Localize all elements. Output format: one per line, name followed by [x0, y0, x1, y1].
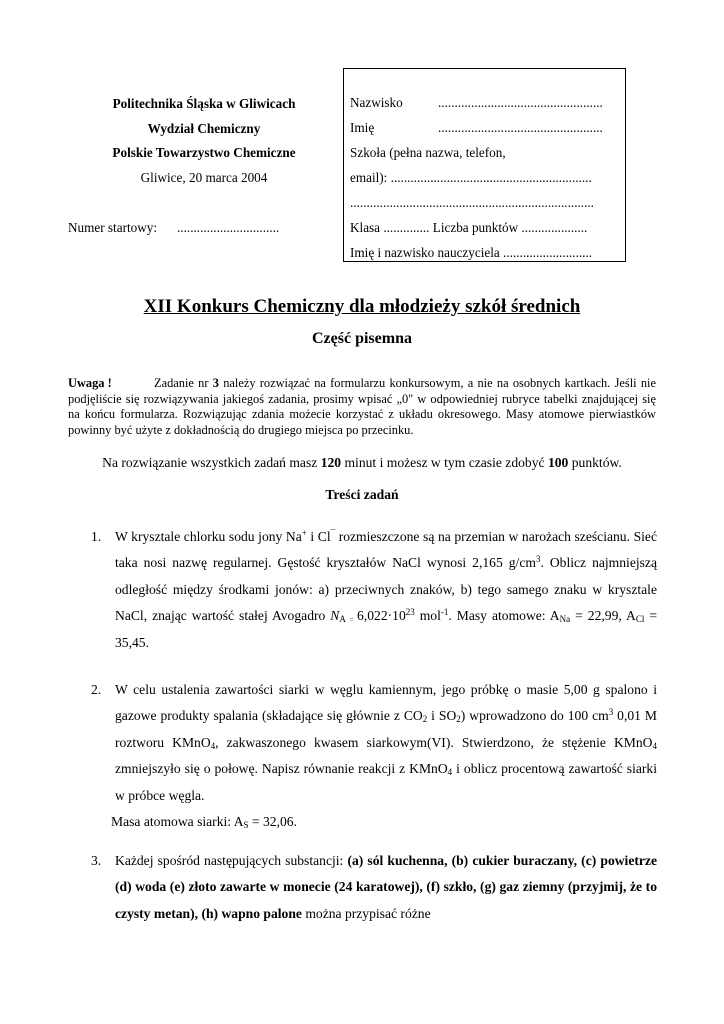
task-2 — [91, 677, 657, 835]
school-label: Szkoła (pełna nazwa, telefon, — [350, 145, 506, 160]
contest-subtitle: Część pisemna — [312, 330, 412, 347]
teacher-row[interactable]: Imię i nazwisko nauczyciela ........................... — [350, 245, 593, 260]
school-field-continuation[interactable]: .......................................................................... — [350, 195, 594, 210]
substances-list: (a) sól kuchenna, (b) cukier buraczany, (c) powietrze (d) woda (e) złoto zawarte w monecie (24 karatowej), (f) szkło, (g) gaz ziemny (przyjmij, że to czysty metan), (h) wapno palone — [115, 853, 657, 921]
name-field[interactable]: .................................................. — [438, 120, 603, 135]
contest-title: XII Konkurs Chemiczny dla młodzieży szkół średnich — [143, 296, 581, 317]
university-name: Politechnika Śląska w Gliwicach — [112, 96, 296, 111]
task-number-bold: 3 — [212, 376, 219, 390]
task-number: 3. — [91, 853, 102, 868]
start-number-label: Numer startowy: — [68, 220, 157, 235]
surname-field[interactable]: .................................................. — [438, 95, 603, 110]
place-date: Gliwice, 20 marca 2004 — [140, 169, 268, 185]
task-text: W krysztale chlorku sodu jony Na+ i Cl¯ rozmieszczone są na przemian w narożach sześcianu. Sieć taka nosi nazwę regularnej. Gęstość kryształów NaCl wynosi 2,165 $g/cm^3$. Oblicz najmniejszą odległość między środkami jonów: a) przeciwnych znaków, b) tego samego znaku w krysztale NaCl, znając wartość stałej Avogadro $N_A$ $_=$ $6,022\cdot 10^{23}$ mol$^{-1}$. Masy atomowe: $A_{Na} = 22,99$, $A_{Cl} = 35,45$. — [115, 528, 657, 650]
task-text: Każdej spośród następujących substancji: (a) sól kuchenna, (b) cukier buraczany, (c) powietrze (d) woda (e) złoto zawarte w monecie (24 karatowej), (f) szkło, (g) gaz ziemny (przyjmij, że to czysty metan), (h) wapno palone można przypisać różne — [115, 853, 657, 921]
name-row — [350, 120, 603, 136]
name-label: Imię — [350, 120, 375, 135]
sulfur-mass-note: Masa atomowa siarki: $A_S = 32,06$. — [111, 814, 297, 831]
surname-label: Nazwisko — [350, 95, 403, 110]
start-number-field[interactable]: ............................... — [177, 220, 280, 235]
minutes-value: 120 — [320, 455, 342, 470]
warning-paragraph: Uwaga ! Zadanie nr 3 należy rozwiązać na formularzu konkursowym, a nie na osobnych kartkach. Jeśli nie podjęliście się rozwiązywania jakiegoś zadania, prosimy wpisać „0" w odpowiedniej rubryce tabelki znajdującej się na końcu formularza. Rozwiązując zdania możecie korzystać z układu okresowego. Masy atomowe pierwiastków powinny być użyte z dokładnością do drugiego miejsca po przecinku. — [68, 376, 656, 437]
task-number: 1. — [91, 529, 102, 544]
task-3 — [91, 848, 657, 927]
class-points-row[interactable]: Klasa .............. Liczba punktów .................... — [350, 220, 588, 235]
task-number: 2. — [91, 682, 102, 697]
email-field[interactable]: email): ............................................................. — [350, 170, 592, 185]
points-value: 100 — [547, 455, 569, 470]
time-info: Na rozwiązanie wszystkich zadań masz 120 minut i możesz w tym czasie zdobyć 100 punktów. — [102, 455, 622, 470]
society-name: Polskie Towarzystwo Chemiczne — [112, 145, 296, 160]
faculty-name: Wydział Chemiczny — [147, 120, 261, 136]
warning-label: Uwaga ! — [68, 376, 112, 390]
surname-row — [350, 95, 603, 111]
participant-form-box — [343, 68, 626, 262]
start-number — [68, 220, 279, 236]
task-1 — [91, 524, 657, 656]
organizer-header — [68, 92, 340, 190]
task-text: W celu ustalenia zawartości siarki w węglu kamiennym, jego próbkę o masie 5,00 g spalono i gazowe produkty spalania (składające się głównie z $CO_2$ i $SO_2$) wprowadzono do 100 $cm^3$ 0,01 M roztworu KMnO$_4$, zakwaszonego kwasem siarkowym(VI). Stwierdzono, że stężenie KMnO$_4$ zmniejszyło się o połowę. Napisz równanie reakcji z KMnO$_4$ i oblicz procentową zawartość siarki w próbce węgla. — [115, 682, 657, 803]
tasks-section-title: Treści zadań — [325, 487, 399, 502]
